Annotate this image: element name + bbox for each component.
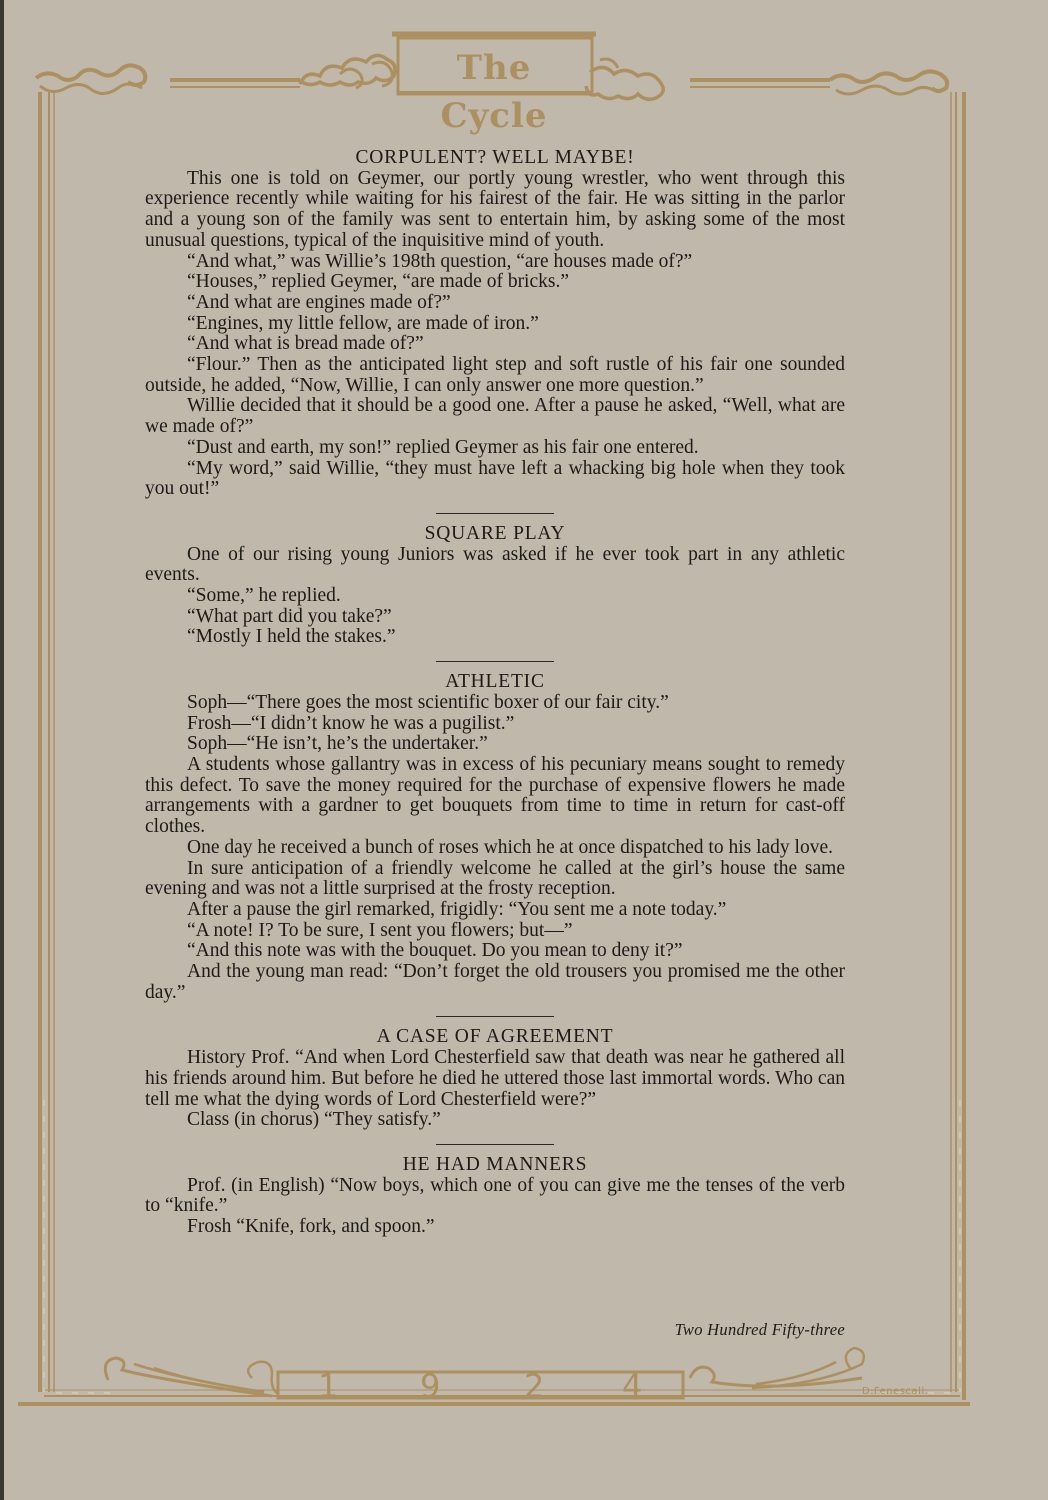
paragraph: “Dust and earth, my son!” replied Geymer as his fair one entered. <box>187 436 699 458</box>
paragraph: And the young man read: “Don’t forget the old trousers you promised me the other day.” <box>145 961 845 1003</box>
section-divider <box>436 1016 554 1017</box>
section-title: HE HAD MANNERS <box>402 1153 588 1175</box>
paragraph: “And this note was with the bouquet. Do you mean to deny it?” <box>187 940 683 962</box>
paragraph: “Mostly I held the stakes.” <box>187 626 396 648</box>
section-divider <box>436 1144 554 1145</box>
paragraph: Frosh—“I didn’t know he was a pugilist.” <box>187 712 515 734</box>
paragraph: A students whose gallantry was in excess of his pecuniary means sought to remedy this defect. To save the money required for the purchase of expensive flowers he made arrangements with a gardner to get bouquets from time to time in return for cast-off clothes. <box>145 753 845 838</box>
section-case-of-agreement <box>145 1027 845 1131</box>
paragraph: Willie decided that it should be a good one. After a pause he asked, “Well, what are we made of?” <box>145 395 845 438</box>
section-title: SQUARE PLAY <box>424 522 566 544</box>
paragraph: “Some,” he replied. <box>187 585 341 607</box>
section-athletic <box>145 672 845 1003</box>
year-digit: 4 <box>622 1367 643 1405</box>
year-digit: 1 <box>318 1367 339 1405</box>
section-square-play <box>145 524 845 648</box>
section-he-had-manners <box>145 1155 845 1238</box>
paragraph: “And what is bread made of?” <box>187 333 424 355</box>
section-divider <box>436 513 554 514</box>
section-corpulent <box>145 148 845 500</box>
paragraph: “And what are engines made of?” <box>187 291 451 313</box>
paragraph: This one is told on Geymer, our portly young wrestler, who went through this experience recently while waiting for his fairest of the fair. He was sitting in the parlor and a young son of the family was sent to entertain him, by asking some of the most unusual questions, typical of the inquisitive mind of youth. <box>145 167 845 251</box>
page-number: Two Hundred Fifty-three <box>674 1320 845 1339</box>
paragraph: “And what,” was Willie’s 198th question, “are houses made of?” <box>187 250 693 272</box>
paragraph: “What part did you take?” <box>187 605 392 627</box>
paragraph: “My word,” said Willie, “they must have left a whacking big hole when they took you out!” <box>145 457 845 500</box>
paragraph: Frosh “Knife, fork, and spoon.” <box>187 1216 435 1238</box>
page-content <box>145 148 845 1238</box>
paragraph: One of our rising young Juniors was asked if he ever took part in any athletic events. <box>145 543 845 586</box>
paragraph: Prof. (in English) “Now boys, which one of you can give me the tenses of the verb to “knife.” <box>145 1174 845 1217</box>
section-title: ATHLETIC <box>445 671 545 693</box>
paragraph: In sure anticipation of a friendly welcome he called at the girl’s house the same evening and was not a little surprised at the frosty reception. <box>145 857 845 900</box>
paragraph: History Prof. “And when Lord Chesterfield saw that death was near he gathered all his friends around him. But before he died he uttered those last immortal words. Who can tell me what the dying words of Lord Chesterfield were?” <box>145 1047 845 1110</box>
paragraph: “A note! I? To be sure, I sent you flowers; but—” <box>187 919 573 941</box>
artist-signature: D.Fenescall. <box>862 1386 929 1397</box>
paragraph: After a pause the girl remarked, frigidly: “You sent me a note today.” <box>187 898 727 920</box>
paragraph: Soph—“There goes the most scientific boxer of our fair city.” <box>187 691 669 713</box>
paragraph: One day he received a bunch of roses which he at once dispatched to his lady love. <box>187 836 833 858</box>
section-divider <box>436 661 554 662</box>
year-digit: 9 <box>420 1367 441 1405</box>
paragraph: “Flour.” Then as the anticipated light step and soft rustle of his fair one sounded outside, he added, “Now, Willie, I can only answer one more question.” <box>145 354 845 396</box>
section-title: CORPULENT? WELL MAYBE! <box>355 147 635 168</box>
paragraph: Class (in chorus) “They satisfy.” <box>187 1109 441 1131</box>
section-title: A CASE OF AGREEMENT <box>376 1026 614 1048</box>
year-digit: 2 <box>524 1367 545 1405</box>
paragraph: “Houses,” replied Geymer, “are made of bricks.” <box>187 271 570 293</box>
banner-title: The Cycle <box>440 48 548 136</box>
paragraph: “Engines, my little fellow, are made of iron.” <box>187 312 539 334</box>
paragraph: Soph—“He isn’t, he’s the undertaker.” <box>187 733 488 755</box>
